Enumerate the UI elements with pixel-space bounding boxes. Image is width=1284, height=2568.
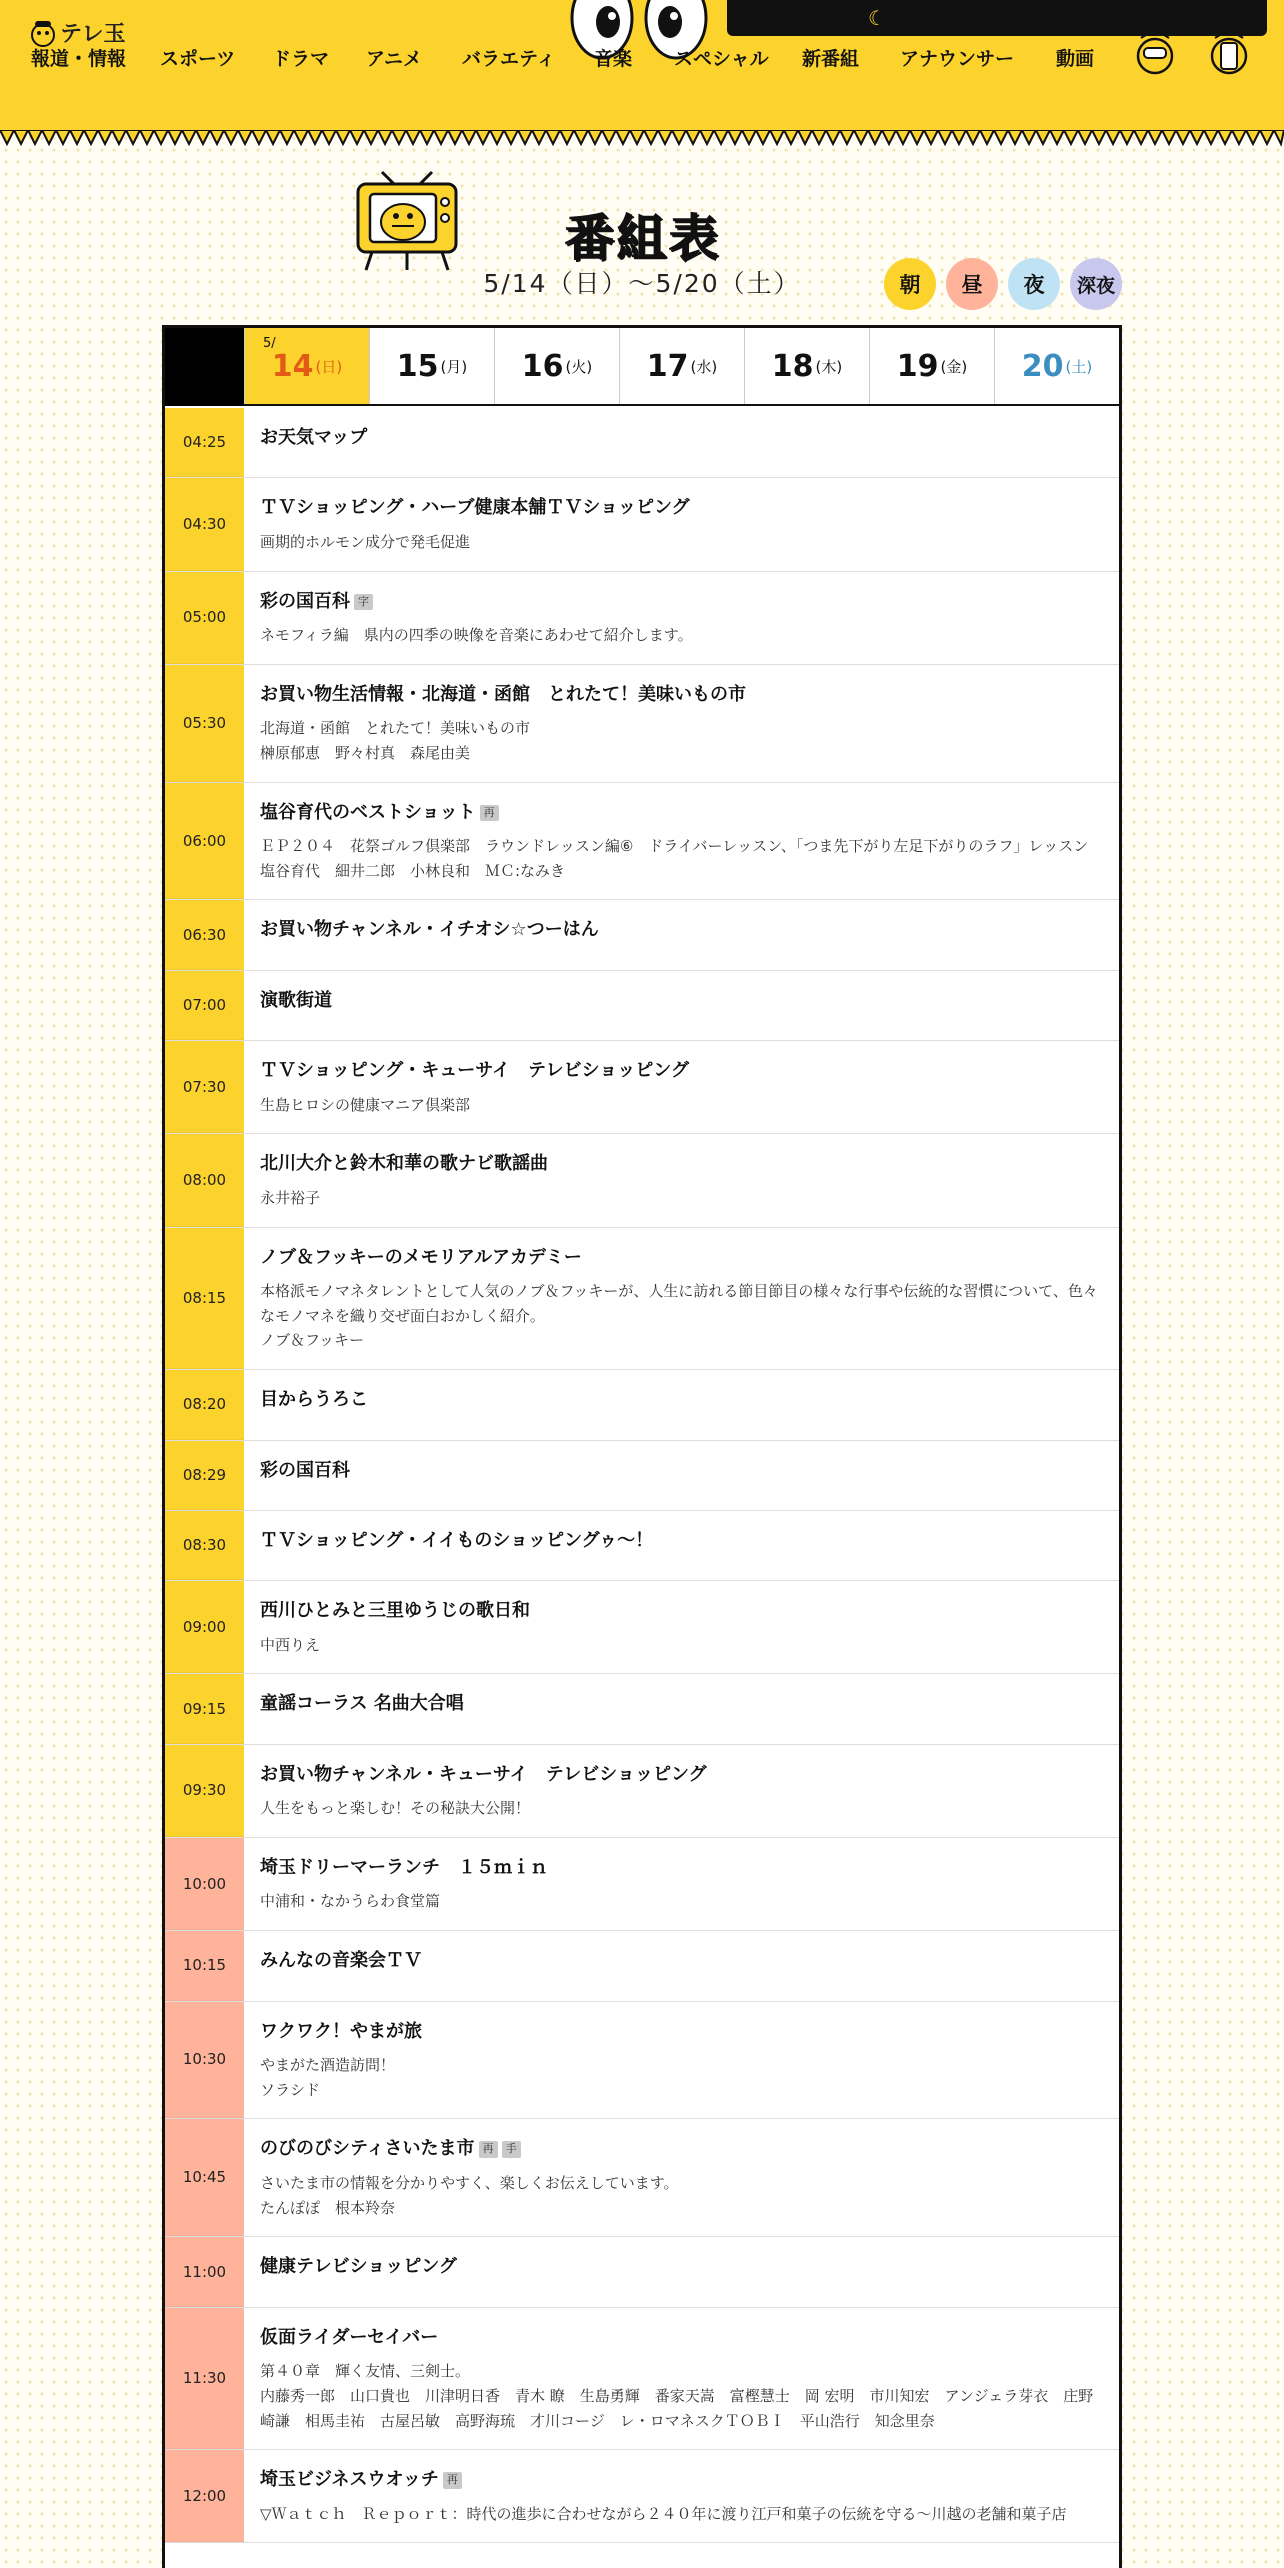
program-badge: 再 [479, 2141, 498, 2157]
program-badge: 手 [502, 2141, 521, 2157]
program-title-text: お買い物チャンネル・キューサイ テレビショッピング [260, 1763, 707, 1785]
day-weekday: (水) [690, 357, 718, 376]
program-row[interactable] [165, 2119, 1119, 2237]
program-title-text: みんなの音楽会ＴＶ [260, 1950, 422, 1972]
program-badge: 字 [354, 594, 373, 610]
tod-late-night-button[interactable]: 深夜 [1070, 258, 1122, 310]
program-row[interactable] [165, 1674, 1119, 1744]
program-title[interactable] [260, 1856, 1103, 1879]
program-info [244, 572, 1119, 664]
program-time: 09:30 [165, 1745, 244, 1837]
program-time: 04:30 [165, 478, 244, 570]
program-row[interactable] [165, 408, 1119, 478]
program-description: 本格派モノマネタレントとして人気のノブ＆フッキーが、人生に訪れる節目節目の様々な行事や伝統的な習慣について、色々なモノマネを織り交ぜ面白おかしく紹介。 ノブ＆フッキー [260, 1281, 1098, 1350]
program-title-text: 塩谷育代のベストショット [260, 801, 476, 823]
search-bar[interactable] [727, 0, 1267, 36]
program-row[interactable] [165, 2237, 1119, 2307]
program-info [244, 1838, 1119, 1930]
program-row[interactable] [165, 2308, 1119, 2451]
program-row[interactable] [165, 1041, 1119, 1134]
program-title-text: のびのびシティさいたま市 [260, 2138, 475, 2160]
program-title[interactable] [260, 1529, 1103, 1552]
program-time: 06:00 [165, 783, 244, 900]
program-description: 永井裕子 [260, 1188, 321, 1207]
program-title-text: ワクワク！やまが旅 [260, 2020, 422, 2042]
program-info [244, 1674, 1119, 1743]
program-info [244, 1511, 1119, 1580]
program-title[interactable] [260, 801, 1103, 824]
day-tab-14[interactable] [244, 328, 369, 404]
day-number: 20 [1021, 348, 1064, 384]
teletama-mascot-icon[interactable] [1132, 30, 1178, 76]
program-title[interactable] [260, 1599, 1103, 1622]
program-title[interactable] [260, 2020, 1103, 2043]
program-description: ＥＰ２０４ 花祭ゴルフ倶楽部 ラウンドレッスン編⑥ ドライバーレッスン、「つま先下がり左足下がりのラフ」レッスン 塩谷育代 細井二郎 小林良和 ＭＣ:なみき [260, 836, 1089, 880]
nav-anime[interactable]: アニメ [366, 48, 423, 70]
program-time: 05:30 [165, 665, 244, 782]
program-info [244, 408, 1119, 477]
program-time: 10:30 [165, 2002, 244, 2119]
program-title-text: お買い物生活情報・北海道・函館 とれたて！美味いもの市 [260, 683, 746, 705]
program-info [244, 665, 1119, 782]
date-range: 5/14（日）〜5/20（土） [483, 269, 801, 298]
program-description: ▽Ｗａｔｃｈ Ｒｅｐｏｒｔ：時代の進歩に合わせながら２４０年に渡り江戸和菓子の伝統を守る～川越の老舗和菓子店 [260, 2504, 1067, 2523]
program-badge: 再 [443, 2472, 462, 2488]
program-title[interactable] [260, 1459, 1103, 1482]
nav-music[interactable]: 音楽 [594, 48, 633, 70]
program-description: 北海道・函館 とれたて！美味いもの市 榊原郁恵 野々村真 森尾由美 [260, 719, 531, 762]
program-row[interactable] [165, 2002, 1119, 2120]
program-info [244, 2002, 1119, 2119]
day-number: 16 [521, 348, 564, 384]
program-row[interactable] [165, 900, 1119, 970]
program-title[interactable] [260, 989, 1103, 1012]
program-time: 07:30 [165, 1041, 244, 1133]
program-time: 09:15 [165, 1674, 244, 1743]
program-row[interactable] [165, 1370, 1119, 1440]
program-title-text: 埼玉ドリーマーランチ １５ｍｉｎ [260, 1857, 548, 1878]
program-time: 08:30 [165, 1511, 244, 1580]
program-description: 画期的ホルモン成分で発毛促進 [260, 532, 471, 551]
program-time: 10:00 [165, 1838, 244, 1930]
program-title-text: お天気マップ [260, 427, 368, 448]
day-tab-15[interactable] [369, 328, 494, 404]
program-time: 08:00 [165, 1134, 244, 1226]
program-title[interactable] [260, 2468, 1103, 2491]
nav-video[interactable]: 動画 [1056, 48, 1095, 70]
nav-special[interactable]: スペシャル [674, 48, 769, 70]
day-tab-19[interactable] [869, 328, 994, 404]
program-title[interactable] [260, 1692, 1103, 1715]
day-weekday: (火) [565, 357, 593, 376]
program-info [244, 900, 1119, 969]
program-title-text: 童謡コーラス 名曲大合唱 [260, 1693, 464, 1715]
program-time: 10:45 [165, 2119, 244, 2236]
program-title-text: 埼玉ビジネスウオッチ [260, 2469, 439, 2491]
program-title-text: 演歌街道 [260, 989, 332, 1011]
day-weekday: (金) [940, 357, 968, 376]
day-weekday: (木) [815, 357, 843, 376]
logo-text: テレ玉 [60, 21, 126, 47]
program-title-text: 健康テレビショッピング [260, 2256, 457, 2278]
tod-morning-button[interactable]: 朝 [884, 258, 936, 310]
program-row[interactable] [165, 783, 1119, 901]
program-title[interactable] [260, 2326, 1103, 2349]
program-title[interactable] [260, 496, 1103, 519]
program-row[interactable] [165, 1838, 1119, 1931]
nav-new-programs[interactable]: 新番組 [802, 48, 860, 70]
program-title[interactable] [260, 2255, 1103, 2278]
program-description: 中西りえ [260, 1635, 321, 1654]
program-title[interactable] [260, 1763, 1103, 1786]
program-row[interactable] [165, 1931, 1119, 2001]
day-month: 5/ [263, 336, 276, 351]
nav-news[interactable]: 報道・情報 [31, 48, 127, 70]
program-description: やまがた酒造訪問！ ソラシド [260, 2055, 396, 2099]
program-title-text: 仮面ライダーセイバー [260, 2326, 439, 2348]
program-badge: 再 [480, 805, 499, 821]
header-zigzag-edge [0, 130, 1284, 150]
day-number: 18 [771, 348, 814, 384]
program-row[interactable] [165, 2450, 1119, 2543]
program-description: 中浦和・なかうらわ食堂篇 [260, 1892, 441, 1911]
program-title-text: 彩の国百科 [260, 590, 350, 612]
day-tab-17[interactable] [619, 328, 744, 404]
program-title-text: ノブ＆フッキーのメモリアルアカデミー [260, 1246, 582, 1268]
program-title-text: ＴＶショッピング・ハーブ健康本舗ＴＶショッピング [260, 497, 690, 519]
program-title[interactable] [260, 1246, 1103, 1269]
program-description: 生島ヒロシの健康マニア倶楽部 [260, 1095, 471, 1114]
program-time: 05:00 [165, 572, 244, 664]
day-number: 17 [646, 348, 689, 384]
program-description: 第４０章 輝く友情、三剣士。 内藤秀一郎 山口貴也 川津明日香 青木 瞭 生島勇輝 番家天嵩 富樫慧士 岡 宏明 市川知宏 アンジェラ芽衣 庄野崎謙 相馬圭祐 古屋呂敏 高野海琉 才川コージ レ・ロマネスクＴＯＢＩ 平山浩行 知念里奈 [260, 2362, 1094, 2430]
program-info [244, 971, 1119, 1040]
site-header [0, 0, 1284, 132]
tod-night-button[interactable]: 夜 [1008, 258, 1060, 310]
program-title[interactable] [260, 1949, 1103, 1972]
day-number: 14 [271, 348, 314, 384]
nav-sports[interactable]: スポーツ [160, 48, 236, 70]
program-info [244, 2119, 1119, 2236]
program-row[interactable] [165, 572, 1119, 665]
program-time: 12:00 [165, 2450, 244, 2542]
nav-drama[interactable]: ドラマ [272, 48, 330, 70]
tod-noon-button[interactable]: 昼 [946, 258, 998, 310]
program-time: 08:20 [165, 1370, 244, 1439]
program-time: 10:15 [165, 1931, 244, 2000]
program-time: 07:00 [165, 971, 244, 1040]
program-row[interactable] [165, 665, 1119, 783]
program-time: 09:00 [165, 1581, 244, 1673]
program-description: さいたま市の情報を分かりやすく、楽しくお伝えしています。 たんぽぽ 根本羚奈 [260, 2173, 679, 2217]
program-time: 11:30 [165, 2308, 244, 2450]
program-info [244, 2450, 1119, 2542]
program-info [244, 2237, 1119, 2306]
program-title[interactable] [260, 1152, 1103, 1175]
program-row[interactable] [165, 1228, 1119, 1371]
program-title[interactable] [260, 1388, 1103, 1411]
program-title-text: お買い物チャンネル・イチオシ☆つーはん [260, 919, 599, 941]
program-title-text: 西川ひとみと三里ゆうじの歌日和 [260, 1600, 530, 1622]
day-header-corner [165, 328, 244, 406]
main-nav [0, 44, 1284, 78]
program-row[interactable] [165, 1441, 1119, 1511]
program-title[interactable] [260, 590, 1103, 613]
teletama-phone-icon[interactable] [1206, 30, 1252, 76]
program-info [244, 1370, 1119, 1439]
program-info [244, 1931, 1119, 2000]
program-title-text: ＴＶショッピング・イイものショッピングゥ～！ [260, 1529, 654, 1551]
program-info [244, 1041, 1119, 1133]
program-row[interactable] [165, 1581, 1119, 1674]
program-title-text: 目からうろこ [260, 1389, 368, 1411]
program-time: 06:30 [165, 900, 244, 969]
program-row[interactable] [165, 478, 1119, 571]
program-info [244, 1581, 1119, 1673]
program-title-text: 彩の国百科 [260, 1459, 350, 1481]
program-description: ネモフィラ編 県内の四季の映像を音楽にあわせて紹介します。 [260, 625, 693, 644]
day-tab-20[interactable] [994, 328, 1119, 404]
program-title-text: ＴＶショッピング・キューサイ テレビショッピング [260, 1060, 689, 1082]
program-info [244, 1441, 1119, 1510]
program-title[interactable] [260, 918, 1103, 941]
day-weekday: (月) [440, 357, 468, 376]
program-row[interactable] [165, 1745, 1119, 1838]
program-info [244, 1134, 1119, 1226]
day-number: 15 [396, 348, 439, 384]
day-tab-16[interactable] [494, 328, 619, 404]
program-title[interactable] [260, 683, 1103, 706]
program-info [244, 2308, 1119, 2450]
logo-mascot-icon [30, 17, 56, 47]
program-row[interactable] [165, 971, 1119, 1041]
schedule-table [162, 325, 1122, 2568]
program-row[interactable] [165, 1134, 1119, 1227]
nav-announcer[interactable]: アナウンサー [900, 48, 1015, 70]
program-title[interactable] [260, 1059, 1103, 1082]
program-time: 08:15 [165, 1228, 244, 1370]
program-title[interactable] [260, 2137, 1103, 2160]
program-list [165, 408, 1119, 2543]
day-number: 19 [896, 348, 939, 384]
program-title[interactable] [260, 426, 1103, 449]
search-icon[interactable]: ☾ [868, 6, 886, 30]
tv-mascot-illustration [352, 166, 462, 272]
program-info [244, 1745, 1119, 1837]
program-time: 04:25 [165, 408, 244, 477]
program-description: 人生をもっと楽しむ！その秘訣大公開！ [260, 1799, 531, 1818]
program-time: 11:00 [165, 2237, 244, 2306]
nav-variety[interactable]: バラエティ [462, 48, 556, 70]
program-title-text: 北川大介と鈴木和華の歌ナビ歌謡曲 [260, 1153, 548, 1175]
program-info [244, 478, 1119, 570]
day-weekday: (日) [315, 357, 343, 376]
day-weekday: (土) [1065, 357, 1093, 376]
day-tabs [165, 328, 1119, 406]
program-info [244, 1228, 1119, 1370]
day-tab-18[interactable] [744, 328, 869, 404]
page-title: 番組表 [564, 209, 720, 267]
program-time: 08:29 [165, 1441, 244, 1510]
program-row[interactable] [165, 1511, 1119, 1581]
program-info [244, 783, 1119, 900]
